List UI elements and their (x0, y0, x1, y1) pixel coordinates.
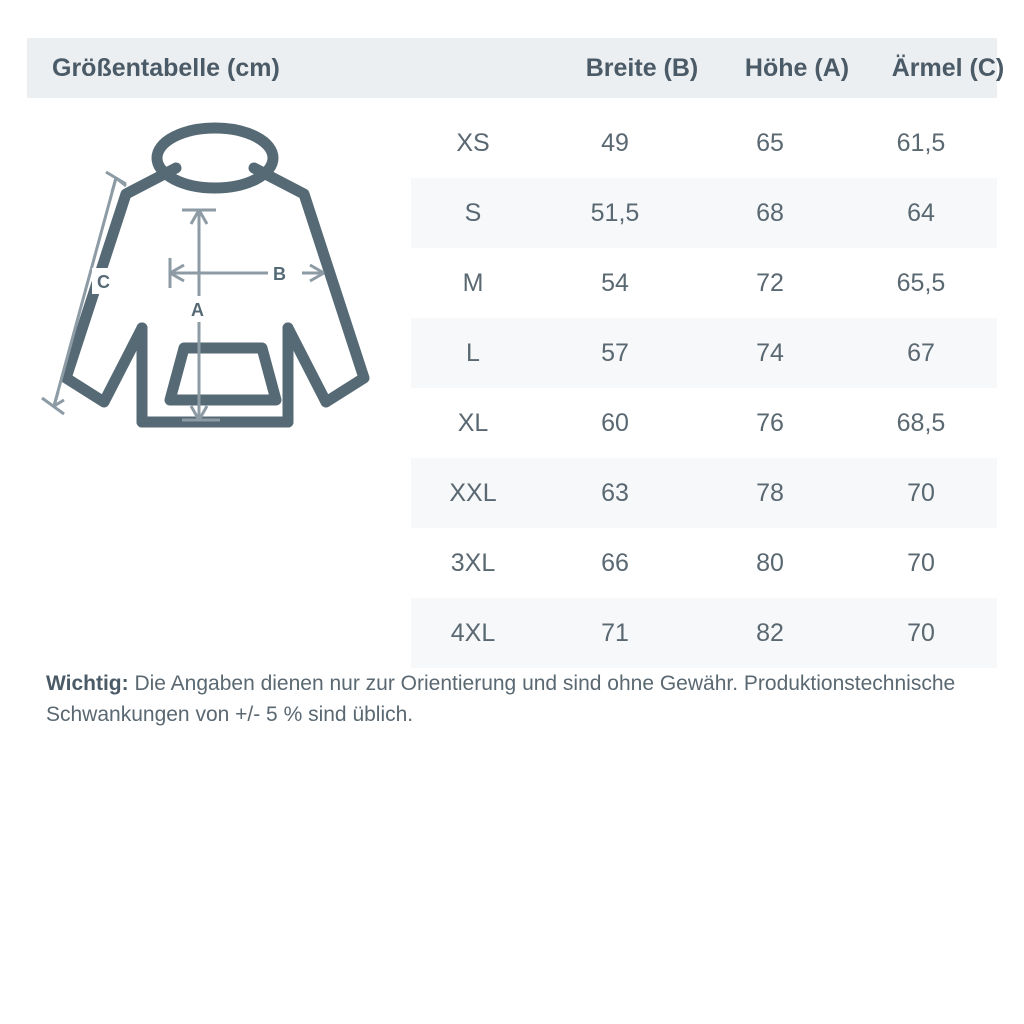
hoodie-illustration (30, 110, 410, 460)
cell-sleeve: 70 (907, 618, 935, 647)
cell-sleeve: 70 (907, 548, 935, 577)
cell-sleeve: 64 (907, 198, 935, 227)
table-row (411, 598, 997, 668)
cell-width: 63 (601, 478, 629, 507)
page-title: Größentabelle (cm) (52, 53, 280, 82)
table-row (411, 458, 997, 528)
cell-width: 49 (601, 128, 629, 157)
header-col-width: Breite (B) (585, 53, 699, 82)
measure-arrows (42, 172, 324, 420)
cell-height: 78 (756, 478, 784, 507)
cell-size: 3XL (450, 548, 496, 577)
cell-size: XXL (449, 478, 497, 507)
cell-size: L (466, 338, 480, 367)
label-a: A (191, 300, 204, 320)
cell-sleeve: 61,5 (896, 128, 946, 157)
cell-sleeve: 67 (907, 338, 935, 367)
cell-width: 57 (601, 338, 629, 367)
cell-height: 80 (756, 548, 784, 577)
disclaimer-note (46, 668, 996, 730)
cell-width: 51,5 (590, 198, 640, 227)
cell-width: 60 (601, 408, 629, 437)
cell-height: 65 (756, 128, 784, 157)
cell-width: 66 (601, 548, 629, 577)
cell-sleeve: 65,5 (896, 268, 946, 297)
cell-size: S (464, 198, 482, 227)
cell-height: 74 (756, 338, 784, 367)
header-columns (457, 38, 1024, 98)
cell-sleeve: 70 (907, 478, 935, 507)
cell-height: 76 (756, 408, 784, 437)
cell-height: 72 (756, 268, 784, 297)
label-c: C (97, 272, 110, 292)
cell-height: 82 (756, 618, 784, 647)
header-col-height: Höhe (A) (744, 53, 850, 82)
cell-width: 71 (601, 618, 629, 647)
cell-width: 54 (601, 268, 629, 297)
label-b: B (273, 264, 286, 284)
header-col-sleeve: Ärmel (C) (891, 53, 1005, 82)
table-row (411, 388, 997, 458)
cell-size: M (462, 268, 484, 297)
cell-sleeve: 68,5 (896, 408, 946, 437)
disclaimer-text: Die Angaben dienen nur zur Orientierung und sind ohne Gewähr. Produktionstechnische Schwankungen von +/- 5 % sind üblich. (46, 672, 956, 726)
table-row (411, 178, 997, 248)
cell-size: XL (457, 408, 489, 437)
table-row (411, 528, 997, 598)
table-row (411, 108, 997, 178)
cell-height: 68 (756, 198, 784, 227)
cell-size: 4XL (450, 618, 496, 647)
table-row (411, 318, 997, 388)
table-row (411, 248, 997, 318)
size-table (411, 108, 997, 668)
cell-size: XS (456, 128, 490, 157)
table-header (27, 38, 1005, 98)
disclaimer-label: Wichtig: (46, 672, 129, 695)
